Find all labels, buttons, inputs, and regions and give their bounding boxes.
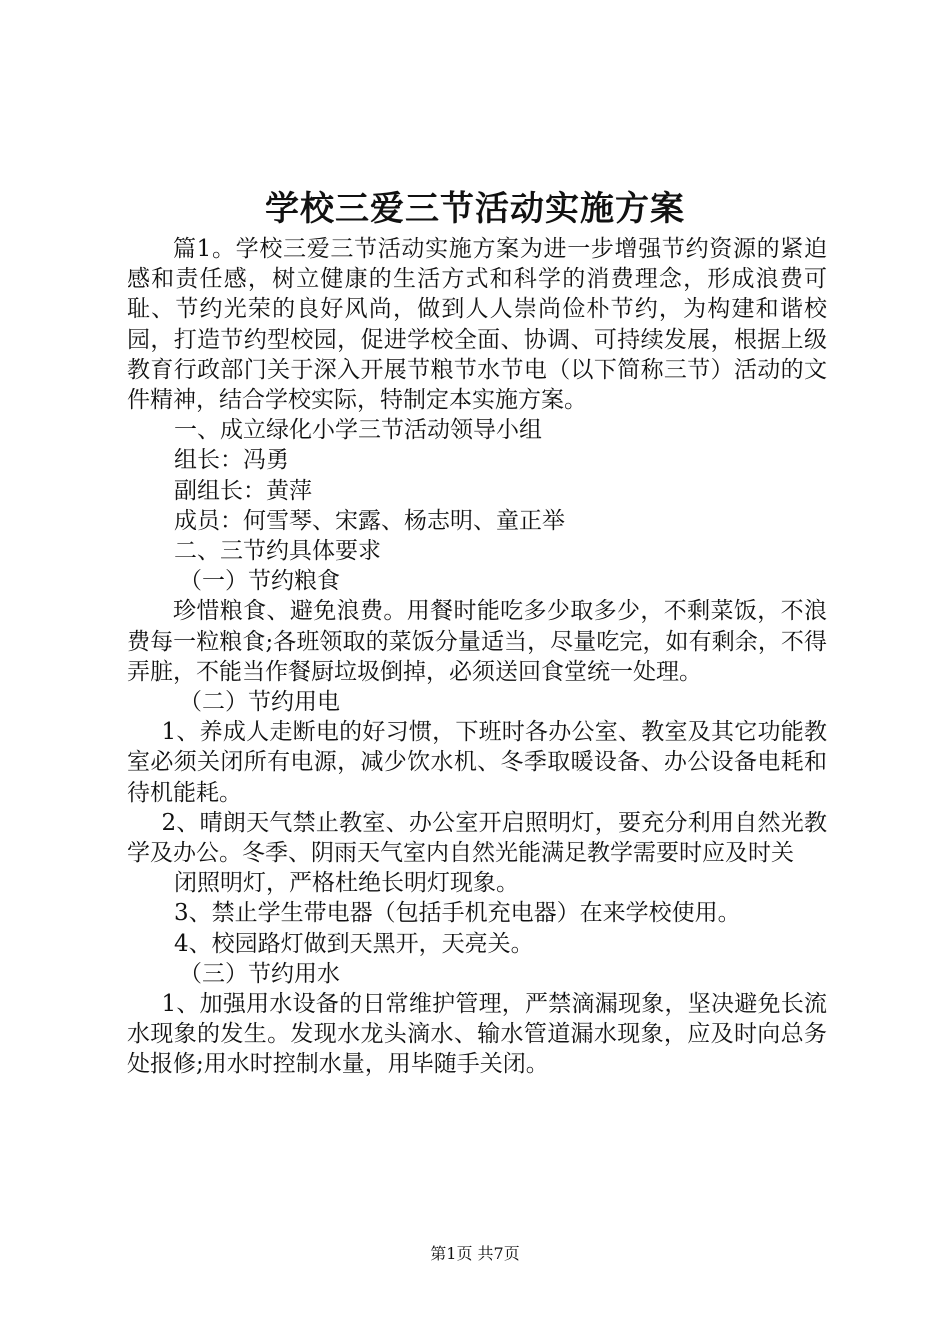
electricity-item-1: 1、养成人走断电的好习惯，下班时各办公室、教室及其它功能教室必须关闭所有电源，减少饮水机、冬季取暖设备、办公设备电耗和待机能耗。 bbox=[127, 719, 827, 806]
subsection-3-heading: （三）节约用水 bbox=[179, 960, 340, 987]
document-body bbox=[127, 234, 827, 1080]
page-footer: 第1页 共7页 bbox=[430, 1244, 520, 1263]
document-title: 学校三爱三节活动实施方案 bbox=[265, 189, 685, 229]
water-item-1: 1、加强用水设备的日常维护管理，严禁滴漏现象，坚决避免长流水现象的发生。发现水龙头滴水、输水管道漏水现象，应及时向总务处报修;用水时控制水量，用毕随手关闭。 bbox=[127, 991, 827, 1078]
intro-paragraph: 篇1。学校三爱三节活动实施方案为进一步增强节约资源的紧迫感和责任感，树立健康的生活方式和科学的消费理念，形成浪费可耻、节约光荣的良好风尚，做到人人崇尚俭朴节约，为构建和谐校园，打造节约型校园，促进学校全面、协调、可持续发展，根据上级教育行政部门关于深入开展节粮节水节电（以下简称三节）活动的文件精神，结合学校实际，特制定本实施方案。 bbox=[127, 236, 827, 414]
electricity-item-2-continued: 闭照明灯，严格杜绝长明灯现象。 bbox=[174, 870, 519, 897]
electricity-item-4: 4、校园路灯做到天黑开，天亮关。 bbox=[174, 930, 534, 957]
subsection-1-heading: （一）节约粮食 bbox=[179, 568, 340, 595]
members-line: 成员：何雪琴、宋露、杨志明、童正举 bbox=[174, 507, 565, 534]
subsection-2-heading: （二）节约用电 bbox=[179, 689, 340, 716]
leader-line: 组长：冯勇 bbox=[174, 447, 289, 474]
electricity-item-2: 2、晴朗天气禁止教室、办公室开启照明灯，要充分利用自然光教学及办公。冬季、阴雨天气室内自然光能满足教学需要时应及时关 bbox=[127, 809, 827, 867]
section-2-heading: 二、三节约具体要求 bbox=[174, 538, 381, 565]
section-1-heading: 一、成立绿化小学三节活动领导小组 bbox=[174, 417, 542, 444]
deputy-leader-line: 副组长：黄萍 bbox=[174, 477, 312, 504]
electricity-item-3: 3、禁止学生带电器（包括手机充电器）在来学校使用。 bbox=[174, 900, 741, 927]
subsection-1-paragraph: 珍惜粮食、避免浪费。用餐时能吃多少取多少，不剩菜饭，不浪费每一粒粮食;各班领取的菜饭分量适当，尽量吃完，如有剩余，不得弄脏，不能当作餐厨垃圾倒掉，必须送回食堂统一处理。 bbox=[127, 598, 827, 685]
